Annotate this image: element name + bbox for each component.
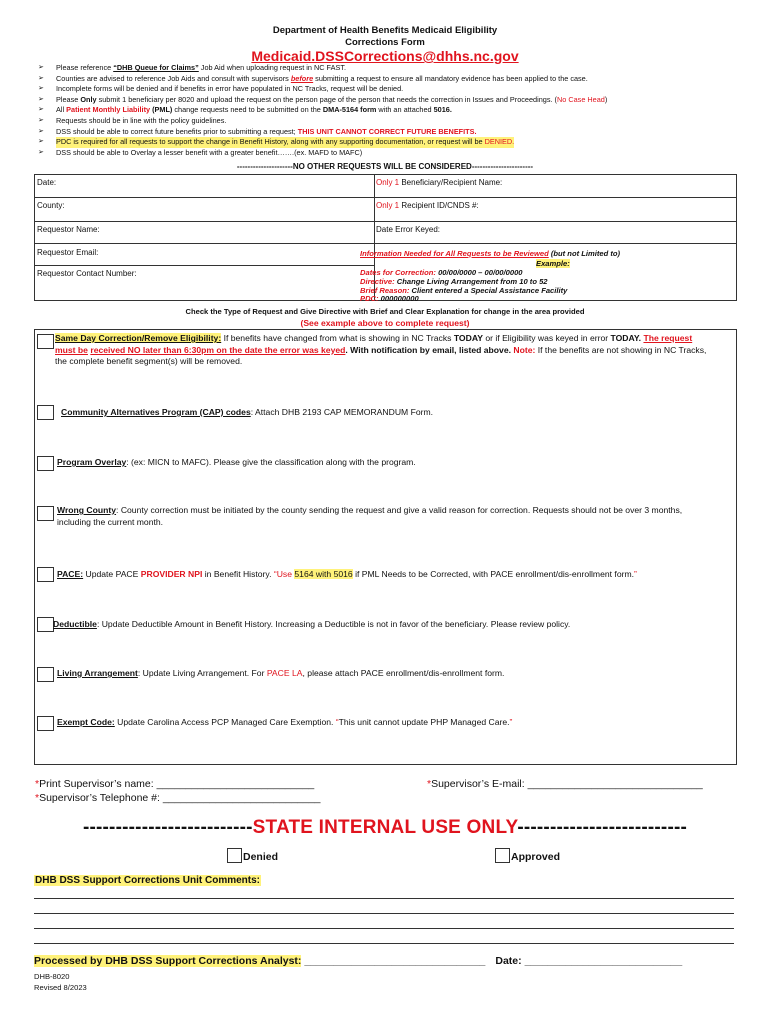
no-other-requests-notice: ---------------------NO OTHER REQUESTS WILL BE CONSIDERED----------------------- [236,162,534,171]
requestor-contact-field[interactable]: Requestor Contact Number: [37,269,137,278]
revision-date: Revised 8/2023 [34,983,87,992]
comment-line[interactable] [34,898,734,899]
department-title: Department of Health Benefits Medicaid Eligibility [272,25,498,36]
request-types-box: Same Day Correction/Remove Eligibility: If benefits have changed from what is showing in NC Tracks TODAY or if Eligibility was keyed in error TODAY. The request must be received NO later than 6:30pm on the date the error was keyed. With notification by email, listed above. Note: If the benefits are not showing in NC Tracks, the complete benefit segment(s) will be removed. Community Alternatives Program (CAP) codes: Attach DHB 2193 CAP MEMORANDUM Form. Program Overlay: (ex: MICN to MAFC). Please give the classification along with the program. Wrong County: County correction must be initiated by the county sending the request and give a valid reason for correction. Requests should not be over 3 months, including the current month. PACE: Update PACE PROVIDER NPI in Benefit History. “Use 5164 with 5016 if PML Needs to be Corrected, with PACE enrollment/dis-enrollment form.” Deductible: Update Deductible Amount in Benefit History. Increasing a Deductible is not in favor of the beneficiary. Please review policy. Living Arrangement: Update Living Arrangement. For PACE LA, please attach PACE enrollment/dis-enrollment form. Exempt Code: Update Carolina Access PCP Managed Care Exemption. “This unit cannot update PHP Managed Care.” [34,329,737,765]
deductible-checkbox[interactable] [37,617,54,632]
arrow-bullet-icon: ➢ [38,74,44,82]
requestor-name-field[interactable]: Requestor Name: [37,225,100,234]
instruction-item: ➢ Please reference “DHB Queue for Claims” Job Aid when uploading request in NC FAST. [38,63,347,72]
same-day-checkbox[interactable] [37,334,54,349]
instruction-item: ➢ DSS should be able to Overlay a lesser benefit with a greater benefit…….(ex. MAFD to MAFC) [38,147,363,157]
instruction-item: ➢ PDC is required for all requests to support the change in Benefit History, along with any supporting documentation, or request will be DENIED. [38,137,515,147]
cap-codes-checkbox[interactable] [37,405,54,420]
comment-line[interactable] [34,943,734,944]
date-field[interactable]: Date: [37,178,57,187]
supervisor-telephone-field[interactable]: *Supervisor’s Telephone #: ___________________________ [35,792,321,804]
see-example-note: (See example above to complete request) [300,318,470,328]
instruction-item: ➢ Incomplete forms will be denied and if benefits in error have populated in NC Tracks, request will be denied. [38,84,404,94]
arrow-bullet-icon: ➢ [38,127,44,135]
comment-line[interactable] [34,928,734,929]
supervisor-email-field[interactable]: *Supervisor’s E-mail: ______________________________ [427,778,703,790]
arrow-bullet-icon: ➢ [38,85,44,93]
arrow-bullet-icon: ➢ [38,138,44,146]
corrections-email-link[interactable]: Medicaid.DSSCorrections@dhhs.nc.gov [251,48,519,64]
comment-line[interactable] [34,913,734,914]
comments-heading: DHB DSS Support Corrections Unit Comments: [35,875,261,886]
arrow-bullet-icon: ➢ [38,106,44,114]
instruction-item: ➢ Counties are advised to reference Job Aids and consult with supervisors before submitting a request to ensure all mandatory evidence has been applied to the case. [38,73,588,83]
arrow-bullet-icon: ➢ [38,148,44,156]
instructions-list [38,63,738,158]
denied-option[interactable]: Denied [227,848,278,863]
arrow-bullet-icon: ➢ [38,95,44,103]
program-overlay-checkbox[interactable] [37,456,54,471]
instruction-item: ➢ Please Only submit 1 beneficiary per 8020 and upload the request on the person page of the person that needs the correction in Issues and Proceedings. (No Case Head) [38,94,608,104]
exempt-code-checkbox[interactable] [37,716,54,731]
arrow-bullet-icon: ➢ [38,116,44,124]
date-error-keyed-field[interactable]: Date Error Keyed: [376,225,441,234]
county-field[interactable]: County: [37,201,65,210]
requestor-email-field[interactable]: Requestor Email: [37,248,99,257]
recipient-id-field[interactable]: Only 1 Recipient ID/CNDS #: [376,201,479,210]
check-type-instructions: Check the Type of Request and Give Directive with Brief and Clear Explanation for change in the area provided [185,307,585,316]
pace-checkbox[interactable] [37,567,54,582]
denied-checkbox[interactable] [227,848,242,863]
living-arrangement-checkbox[interactable] [37,667,54,682]
processed-by-field[interactable]: Processed by DHB DSS Support Corrections Analyst: _______________________________ Date: ___________________________ [34,955,683,967]
wrong-county-checkbox[interactable] [37,506,54,521]
form-title: Corrections Form [345,37,425,48]
supervisor-name-field[interactable]: *Print Supervisor’s name: ___________________________ [35,778,315,790]
instruction-item: ➢ All Patient Monthly Liability (PML) change requests need to be submitted on the DMA-5164 form with an attached 5016. [38,105,452,115]
info-needed-example: Information Needed for All Requests to be Reviewed (but not Limited to) Example: Dates for Correction: 00/00/0000 – 00/00/0000 Directive: Change Living Arrangement from 10 to 52 Brief Reason: Client entered a Special Assistance Facility PDC: 000000000 [360,249,621,304]
form-number: DHB-8020 [34,972,70,981]
state-internal-use-heading: --------------------------STATE INTERNAL USE ONLY-------------------------- [82,817,688,838]
beneficiary-name-field[interactable]: Only 1 Beneficiary/Recipient Name: [376,178,503,187]
approved-option[interactable]: Approved [495,848,560,863]
approved-checkbox[interactable] [495,848,510,863]
instruction-item: ➢ DSS should be able to correct future benefits prior to submitting a request; THIS UNIT CANNOT CORRECT FUTURE BENEFITS. [38,126,477,136]
arrow-bullet-icon: ➢ [38,64,44,71]
instruction-item: ➢ Requests should be in line with the policy guidelines. [38,115,227,125]
